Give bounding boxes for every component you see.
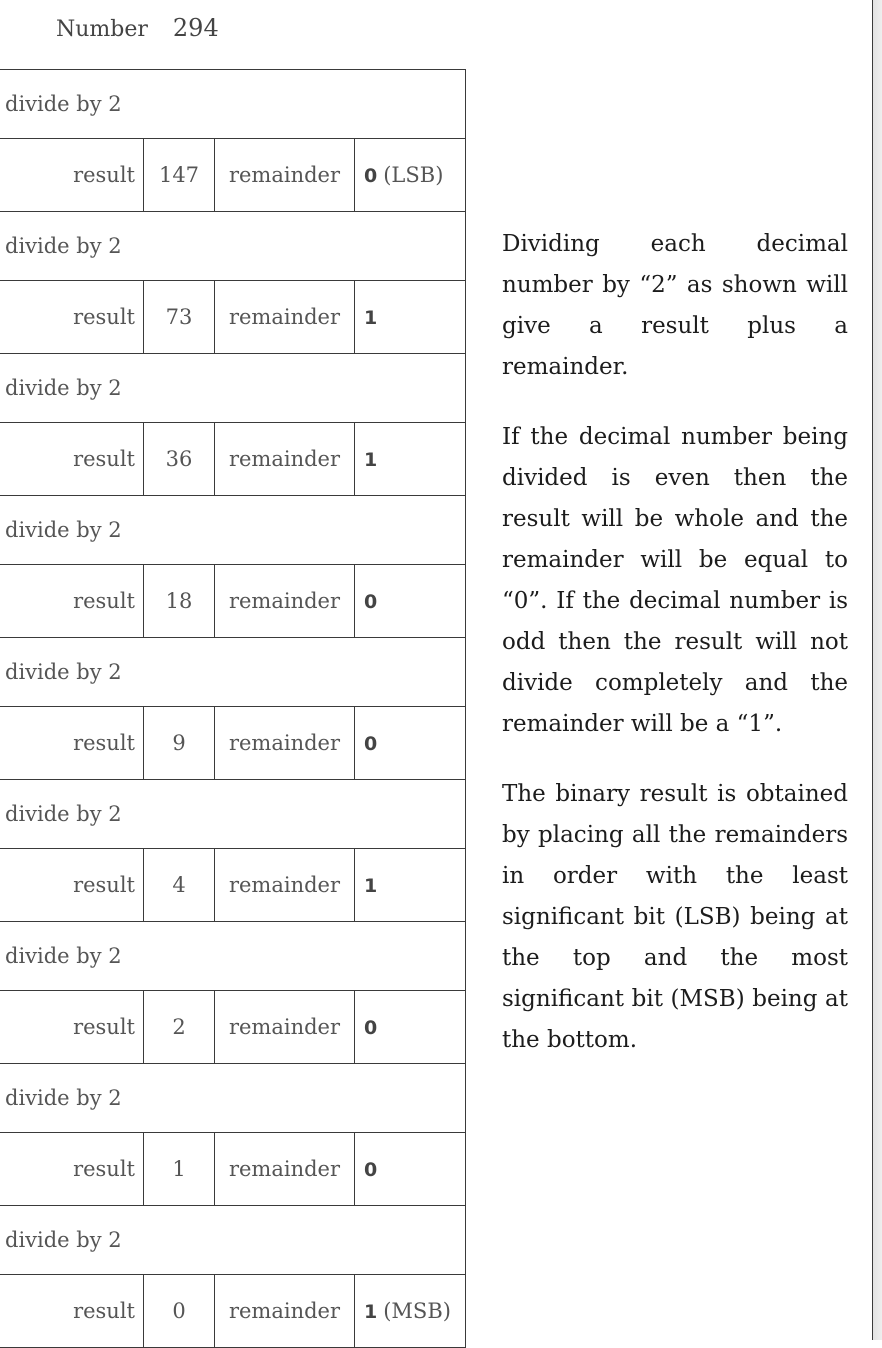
divide-row bbox=[0, 638, 466, 707]
result-value: 4 bbox=[144, 849, 215, 922]
divide-row bbox=[0, 922, 466, 991]
remainder-cell bbox=[355, 707, 466, 780]
result-label: result bbox=[0, 423, 144, 496]
remainder-bit: 1 bbox=[364, 307, 378, 329]
division-steps-table bbox=[0, 69, 466, 1348]
result-row bbox=[0, 849, 466, 922]
remainder-bit: 0 bbox=[364, 733, 378, 755]
divide-label: divide by 2 bbox=[0, 212, 466, 281]
result-row bbox=[0, 139, 466, 212]
divide-label: divide by 2 bbox=[0, 922, 466, 991]
remainder-label: remainder bbox=[215, 849, 355, 922]
remainder-cell bbox=[355, 281, 466, 354]
divide-row bbox=[0, 496, 466, 565]
remainder-label: remainder bbox=[215, 565, 355, 638]
explanation-paragraph-1: Dividing each decimal number by “2” as shown will give a result plus a remainder. bbox=[502, 231, 848, 380]
remainder-cell bbox=[355, 849, 466, 922]
result-label: result bbox=[0, 1275, 144, 1348]
result-label: result bbox=[0, 139, 144, 212]
remainder-label: remainder bbox=[215, 139, 355, 212]
remainder-bit: 0 bbox=[364, 1017, 378, 1039]
result-row bbox=[0, 1133, 466, 1206]
result-value: 1 bbox=[144, 1133, 215, 1206]
result-label: result bbox=[0, 565, 144, 638]
remainder-bit: 1 bbox=[364, 1301, 378, 1323]
result-row bbox=[0, 991, 466, 1064]
result-label: result bbox=[0, 281, 144, 354]
result-value: 73 bbox=[144, 281, 215, 354]
remainder-cell bbox=[355, 991, 466, 1064]
remainder-bit: 1 bbox=[364, 449, 378, 471]
result-label: result bbox=[0, 1133, 144, 1206]
explanation-text bbox=[502, 224, 848, 1090]
remainder-cell bbox=[355, 423, 466, 496]
result-value: 0 bbox=[144, 1275, 215, 1348]
remainder-label: remainder bbox=[215, 707, 355, 780]
result-row bbox=[0, 707, 466, 780]
bit-significance-tag: (MSB) bbox=[383, 1299, 451, 1323]
remainder-cell bbox=[355, 565, 466, 638]
remainder-label: remainder bbox=[215, 281, 355, 354]
result-row bbox=[0, 1275, 466, 1348]
result-row bbox=[0, 423, 466, 496]
remainder-bit: 0 bbox=[364, 1159, 378, 1181]
remainder-cell bbox=[355, 139, 466, 212]
number-label: Number bbox=[56, 17, 148, 42]
divide-row bbox=[0, 212, 466, 281]
bit-significance-tag: (LSB) bbox=[383, 163, 444, 187]
explanation-paragraph-3: The binary result is obtained by placing all the remainders in order with the least significant bit (LSB) being at the top and the most significant bit (MSB) being at the bottom. bbox=[502, 781, 848, 1053]
result-value: 9 bbox=[144, 707, 215, 780]
result-value: 2 bbox=[144, 991, 215, 1064]
divide-row bbox=[0, 1064, 466, 1133]
remainder-bit: 0 bbox=[364, 165, 378, 187]
divide-row bbox=[0, 354, 466, 423]
remainder-cell bbox=[355, 1133, 466, 1206]
result-label: result bbox=[0, 991, 144, 1064]
result-row bbox=[0, 281, 466, 354]
number-heading bbox=[56, 14, 219, 42]
result-value: 18 bbox=[144, 565, 215, 638]
result-row bbox=[0, 565, 466, 638]
divide-label: divide by 2 bbox=[0, 70, 466, 139]
divide-row bbox=[0, 70, 466, 139]
remainder-label: remainder bbox=[215, 1275, 355, 1348]
result-value: 147 bbox=[144, 139, 215, 212]
divide-label: divide by 2 bbox=[0, 354, 466, 423]
result-label: result bbox=[0, 707, 144, 780]
remainder-label: remainder bbox=[215, 423, 355, 496]
number-value: 294 bbox=[172, 14, 219, 42]
divide-label: divide by 2 bbox=[0, 638, 466, 707]
divide-label: divide by 2 bbox=[0, 1206, 466, 1275]
remainder-label: remainder bbox=[215, 991, 355, 1064]
page-edge-scrollbar[interactable] bbox=[872, 0, 882, 1340]
divide-label: divide by 2 bbox=[0, 780, 466, 849]
remainder-label: remainder bbox=[215, 1133, 355, 1206]
remainder-bit: 0 bbox=[364, 591, 378, 613]
divide-row bbox=[0, 1206, 466, 1275]
remainder-bit: 1 bbox=[364, 875, 378, 897]
remainder-cell bbox=[355, 1275, 466, 1348]
divide-label: divide by 2 bbox=[0, 496, 466, 565]
result-value: 36 bbox=[144, 423, 215, 496]
explanation-paragraph-2: If the decimal number being divided is even then the result will be whole and the remainder will be equal to “0”. If the decimal number is odd then the result will not divide completely and the remainder will be a “1”. bbox=[502, 424, 848, 737]
divide-row bbox=[0, 780, 466, 849]
divide-label: divide by 2 bbox=[0, 1064, 466, 1133]
result-label: result bbox=[0, 849, 144, 922]
